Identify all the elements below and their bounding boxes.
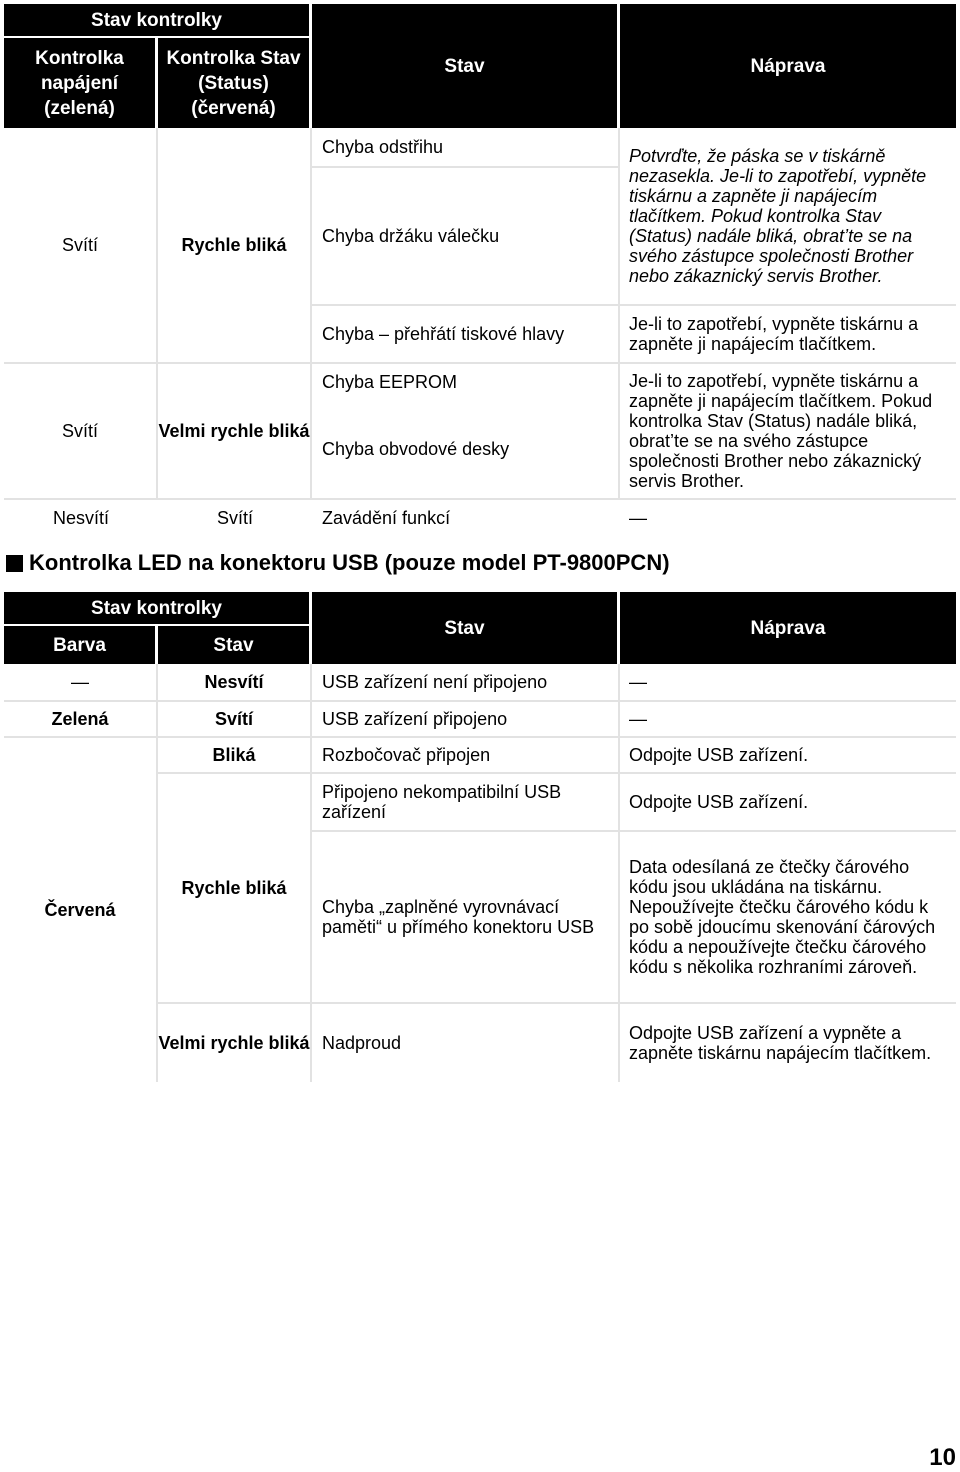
error-cutter: Chyba odstřihu — [312, 128, 620, 168]
state-cell: Chyba „zaplněné vyrovnávací paměti“ u přímého konektoru USB — [312, 832, 620, 1004]
fix-cell: Odpojte USB zařízení a vypněte a zapněte tiskárnu napájecím tlačítkem. — [629, 1023, 932, 1063]
error-eeprom: Chyba EEPROM — [312, 364, 620, 400]
led-state-cell: Velmi rychle bliká — [158, 1004, 312, 1082]
section-heading — [6, 548, 670, 578]
fix-cell: Je-li to zapotřebí, vypněte tiskárnu a zapněte ji napájecím tlačítkem. Pokud kontrolka Stav (Status) nadále bliká, obrat’te se na svého zástupce společnosti Brother nebo zákaznický servis Brother. — [620, 364, 956, 500]
led-state-cell: Bliká — [158, 738, 312, 774]
status-state-cell: Svítí — [216, 508, 253, 528]
led-state-cell: Svítí — [158, 702, 312, 738]
page-number: 10 — [929, 1444, 956, 1471]
square-bullet-icon — [6, 555, 23, 572]
section-title: Kontrolka LED na konektoru USB (pouze model PT-9800PCN) — [29, 550, 670, 575]
fix-cell: — — [629, 508, 647, 528]
header-status-led: Kontrolka Stav (Status) (červená) — [158, 38, 312, 128]
state-cell: USB zařízení připojeno — [312, 702, 620, 738]
fix-cell: Potvrďte, že páska se v tiskárně nezasekla. Je-li to zapotřebí, vypněte tiskárnu a zapněte ji napájecím tlačítkem. Pokud kontrolka Stav (Status) nadále bliká, obrat’te se na svého zástupce společnosti Brother nebo zákaznický servis Brother. — [620, 128, 956, 306]
status-state-cell: Rychle bliká — [158, 128, 312, 364]
state-cell: Nadproud — [312, 1004, 620, 1082]
color-cell: Zelená — [4, 702, 158, 738]
led-state-cell: Rychle bliká — [158, 774, 312, 1004]
fix-cell: Data odesílaná ze čtečky čárového kódu jsou ukládána na tiskárnu. Nepoužívejte čtečku čárového kódu k po sobě jdoucímu skenování čárových kódu a nepoužívejte čtečku čárového kódu s několika rozhraními zároveň. — [620, 832, 956, 1004]
color-cell: Červená — [4, 738, 158, 1082]
error-circuit-board: Chyba obvodové desky — [312, 400, 620, 500]
usb-led-table — [4, 592, 956, 1082]
header-led-state: Stav kontrolky — [4, 4, 312, 38]
state-init: Zavádění funkcí — [322, 508, 451, 528]
header-color: Barva — [4, 626, 158, 664]
color-cell: — — [4, 664, 158, 702]
fix-cell: Je-li to zapotřebí, vypněte tiskárnu a zapněte ji napájecím tlačítkem. — [620, 306, 956, 364]
led-status-table — [4, 4, 956, 536]
state-cell: Rozbočovač připojen — [312, 738, 620, 774]
header-state: Stav — [312, 4, 620, 128]
header-state: Stav — [312, 592, 620, 664]
error-roller-holder: Chyba držáku válečku — [312, 168, 620, 306]
power-state-cell: Svítí — [4, 128, 158, 364]
fix-cell: — — [620, 664, 956, 702]
header-power-led: Kontrolka napájení (zelená) — [4, 38, 158, 128]
header-fix: Náprava — [620, 4, 956, 128]
fix-cell: Odpojte USB zařízení. — [620, 738, 956, 774]
state-cell: Připojeno nekompatibilní USB zařízení — [312, 774, 620, 832]
fix-cell: Odpojte USB zařízení. — [620, 774, 956, 832]
header-led-state: Stav kontrolky — [4, 592, 312, 626]
fix-cell: — — [620, 702, 956, 738]
power-state-cell: Svítí — [4, 364, 158, 500]
header-fix: Náprava — [620, 592, 956, 664]
error-head-overheat: Chyba – přehřátí tiskové hlavy — [312, 306, 620, 364]
state-cell: USB zařízení není připojeno — [312, 664, 620, 702]
header-led-state-small: Stav — [158, 626, 312, 664]
status-state-cell: Velmi rychle bliká — [158, 364, 312, 500]
led-state-cell: Nesvítí — [158, 664, 312, 702]
power-state-cell: Nesvítí — [52, 508, 109, 528]
